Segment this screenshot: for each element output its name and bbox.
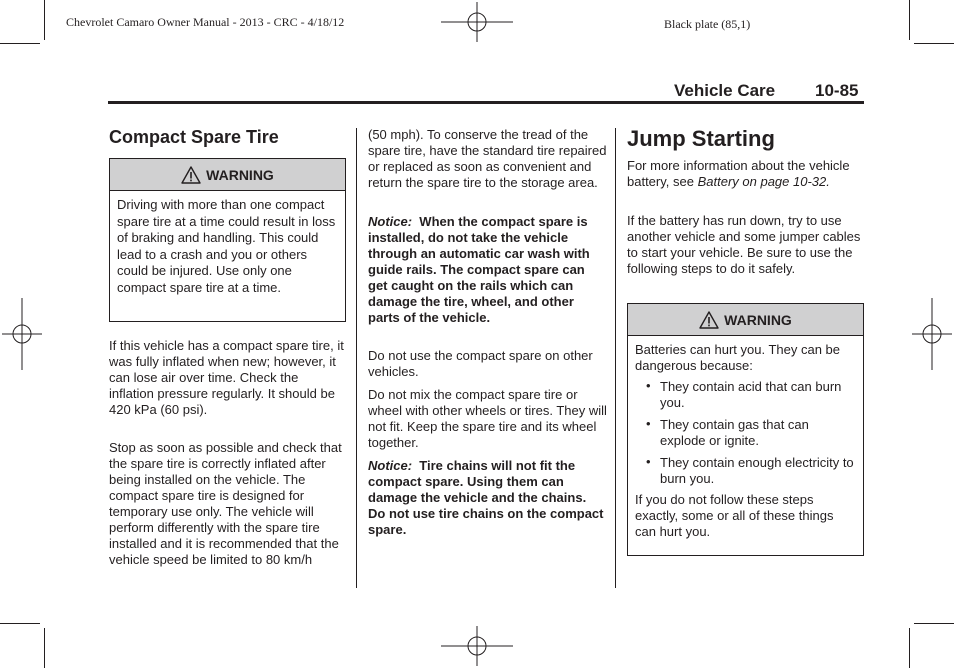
- notice-label: Notice:: [368, 214, 413, 229]
- bullet-icon: •: [646, 416, 651, 431]
- list-item: [635, 455, 856, 487]
- warning-icon: [699, 311, 719, 329]
- warning-body: [628, 336, 863, 540]
- crop-mark: [914, 43, 954, 44]
- notice-text: Tire chains will not fit the compact spare. Using them can damage the vehicle and the chains. Do not use tire chains on the compact spare.: [368, 458, 604, 537]
- list-item: [635, 379, 856, 411]
- notice-text: When the compact spare is installed, do not take the vehicle through an automatic car wash with guide rails. The compact spare can get caught on the rails which can damage the tire, wheel, and other parts of the vehicle.: [368, 214, 590, 325]
- registration-mark-icon: [2, 298, 42, 370]
- paragraph: Do not use the compact spare on other vehicles.: [368, 348, 593, 379]
- crop-mark: [44, 0, 45, 40]
- list-item: [635, 417, 856, 449]
- plate-number: Black plate (85,1): [664, 17, 751, 31]
- notice-label: Notice:: [368, 458, 413, 473]
- compact-spare-heading: Compact Spare Tire: [109, 127, 279, 147]
- column-divider: [356, 128, 357, 588]
- warning-outro: If you do not follow these steps exactly, some or all of these things can hurt you.: [635, 492, 834, 539]
- warning-label: WARNING: [206, 166, 274, 183]
- plate-info: Chevrolet Camaro Owner Manual - 2013 - CRC - 4/18/12: [66, 15, 345, 29]
- header-rule: [108, 101, 864, 104]
- warning-header: [110, 159, 345, 191]
- page-number: 10-85: [815, 81, 859, 100]
- column-divider: [615, 128, 616, 588]
- notice: [368, 458, 604, 538]
- warning-box: [109, 158, 346, 322]
- paragraph: If the battery has run down, try to use another vehicle and some jumper cables to start your vehicle. Be sure to use the following steps to do it safely.: [627, 213, 861, 276]
- notice: [368, 214, 604, 326]
- warning-intro: Batteries can hurt you. They can be dangerous because:: [635, 342, 840, 373]
- warning-header: [628, 304, 863, 336]
- paragraph-text: For more information about the vehicle battery, see: [627, 158, 850, 189]
- paragraph: (50 mph). To conserve the tread of the spare tire, have the standard tire repaired or replaced as soon as convenient and return the spare tire to the storage area.: [368, 127, 607, 190]
- paragraph: [627, 158, 853, 190]
- paragraph: If this vehicle has a compact spare tire, it was fully inflated when new; however, it can lose air over time. Check the inflation pressure regularly. It should be 420 kPa (60 psi).: [109, 338, 344, 417]
- section-title: Vehicle Care: [674, 81, 776, 100]
- bullet-icon: •: [646, 454, 651, 469]
- registration-mark-icon: [912, 298, 952, 370]
- cross-reference-link[interactable]: Battery on page 10-32.: [697, 174, 830, 189]
- registration-mark-icon: [441, 2, 513, 42]
- paragraph: Do not mix the compact spare tire or wheel with other wheels or tires. They will not fit. Keep the spare tire and its wheel together.: [368, 387, 607, 450]
- warning-text: Driving with more than one compact spare tire at a time could result in loss of braking and handling. This could lead to a crash and you or others could be injured. Use only one compact spare tire at a time.: [117, 197, 336, 295]
- warning-icon: [181, 166, 201, 184]
- list-item-text: They contain gas that can explode or ignite.: [660, 417, 809, 448]
- crop-mark: [909, 0, 910, 40]
- jump-starting-heading: Jump Starting: [627, 126, 775, 151]
- crop-mark: [0, 623, 40, 624]
- crop-mark: [914, 623, 954, 624]
- list-item-text: They contain acid that can burn you.: [660, 379, 842, 410]
- crop-mark: [44, 628, 45, 668]
- list-item-text: They contain enough electricity to burn you.: [660, 455, 854, 486]
- crop-mark: [909, 628, 910, 668]
- registration-mark-icon: [441, 626, 513, 666]
- paragraph: Stop as soon as possible and check that the spare tire is correctly inflated after being installed on the vehicle. The compact spare tire is designed for temporary use only. The vehicle will perform differently with the spare tire installed and it is recommended that the vehicle speed be limited to 80 km/h: [109, 440, 342, 567]
- warning-box: [627, 303, 864, 556]
- warning-label: WARNING: [724, 311, 792, 328]
- warning-bullet-list: [635, 379, 856, 487]
- bullet-icon: •: [646, 378, 651, 393]
- crop-mark: [0, 43, 40, 44]
